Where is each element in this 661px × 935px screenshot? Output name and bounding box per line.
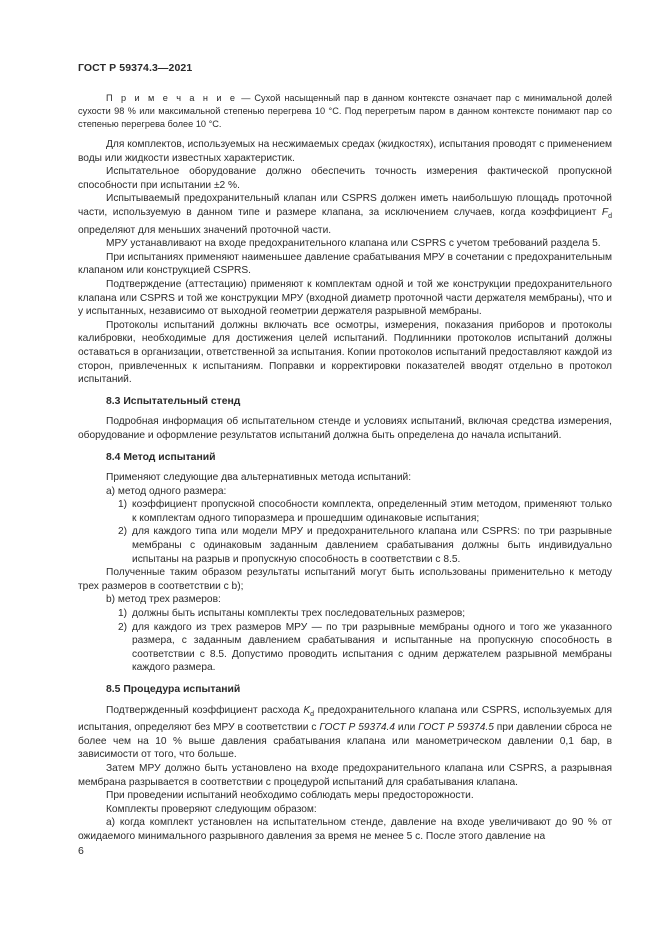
document-body — [78, 92, 612, 844]
subscript-d: d — [310, 710, 315, 718]
paragraph: При проведении испытаний необходимо соблюдать меры предосторожности. — [106, 790, 474, 802]
text-run: Подтвержденный коэффициент расхода — [106, 704, 304, 716]
section-heading-8-3: 8.3 Испытательный стенд — [106, 395, 241, 407]
paragraph: Затем МРУ должно быть установлено на входе предохранительного клапана или CSPRS, а разрывная мембрана разрывается в соответствии с процедурой испытаний для срабатывания клапана. — [78, 763, 612, 788]
list-item — [78, 525, 612, 566]
paragraph: МРУ устанавливают на входе предохранительного клапана или CSPRS с учетом требований раздела 5. — [106, 238, 601, 250]
paragraph: При испытаниях применяют наименьшее давление срабатывания МРУ в сочетании с предохранительным клапаном или конструкцией CSPRS. — [78, 251, 612, 277]
paragraph: Применяют следующие два альтернативных метода испытаний: — [106, 472, 412, 484]
paragraph: Полученные таким образом результаты испытаний могут быть использованы применительно к методу трех размеров в соответствии с b); — [78, 567, 612, 592]
standard-ref: ГОСТ Р 59374.5 — [418, 722, 494, 734]
note-label: П р и м е ч а н и е — [106, 93, 238, 103]
symbol-k: K — [303, 704, 311, 716]
text-run: или — [395, 722, 419, 734]
list-number: 1) — [118, 499, 128, 511]
section-heading-8-5: 8.5 Процедура испытаний — [106, 684, 241, 695]
list-text: коэффициент пропускной способности комплекта, определенный этим методом, применяют только к комплектам одного типоразмера и прошедшим одинаковые испытания; — [132, 499, 612, 524]
paragraph: Подробная информация об испытательном стенде и условиях испытаний, включая средства измерения, оборудование и оформление результатов испытаний должна быть определена до начала испытаний. — [78, 416, 612, 441]
list-text: для каждого из трех размеров МРУ — по три разрывные мембраны одного и того же указанного размера, с заданным давлением срабатывания и испытанные на пропускную способность в соответствии с 8.5. Допустимо проводить испытания с одним держателем разрывной мембраны каждого размера. — [132, 621, 612, 674]
text-run: предохранительного клапана или CSPRS, используемых для испытания, определяют без МРУ в соответствии с — [78, 704, 613, 734]
list-text: для каждого типа или модели МРУ и предохранительного клапана или CSPRS: по три разрывные мембраны с одинаковым заданным давлением срабатывания должны быть индивидуально испытаны на разрыв и пропускную способность в соответствии с 8.5. — [132, 526, 612, 565]
list-item — [78, 607, 612, 621]
paragraph-kd — [78, 704, 612, 762]
paragraph: Протоколы испытаний должны включать все осмотры, измерения, показания приборов и протоколы калибровки, необходимые для достижения целей испытаний. Подлинники протоколов испытаний должны оставаться в организации, ответственной за испытания. Копии протоколов испытаний предоставляют каждой из сторон, привлеченных к испытаниям. Поправки и корректировки показателей вводят отдельно в протокол испытаний. — [78, 319, 612, 386]
symbol-f: F — [601, 206, 609, 218]
section-heading-8-4: 8.4 Метод испытаний — [106, 451, 216, 463]
list-text: должны быть испытаны комплекты трех последовательных размеров; — [132, 608, 466, 620]
list-number: 1) — [118, 608, 128, 620]
text-run: при давлении сброса не более чем на 10 % выше давления срабатывания клапана или манометрическом давлении 0,1 бар, в зависимости от того, что больше. — [78, 722, 612, 761]
list-number: 2) — [118, 526, 128, 538]
list-item — [78, 498, 612, 525]
text-run: определяют для меньших значений проточной части. — [78, 224, 332, 236]
document-header: ГОСТ Р 59374.3—2021 — [78, 62, 193, 74]
subscript-d: d — [608, 213, 612, 220]
paragraph-fd — [78, 192, 612, 237]
paragraph: а) когда комплект установлен на испытательном стенде, давление на входе увеличивают до 90 % от ожидаемого минимального разрывного давления за время не менее 5 с. После этого давление на — [78, 817, 612, 842]
paragraph: Подтверждение (аттестацию) применяют к комплектам одной и той же конструкции предохранительного клапана или CSPRS и той же конструкции МРУ (входной диаметр проточной части держателя мембраны), что и у испытанных, независимо от выходной геометрии держателя разрывной мембраны. — [78, 278, 612, 318]
paragraph: Испытательное оборудование должно обеспечить точность измерения фактической пропускной способности при испытании ±2 %. — [78, 166, 612, 191]
text-run: Испытываемый предохранительный клапан или CSPRS должен иметь наибольшую площадь проточной части, используемую в данном типе и размере клапана, за исключением случаев, когда коэффициент — [78, 193, 612, 218]
paragraph: Комплекты проверяют следующим образом: — [106, 803, 317, 815]
note-paragraph — [78, 92, 612, 131]
list-label-a: а) метод одного размера: — [106, 485, 227, 497]
standard-ref: ГОСТ Р 59374.4 — [319, 722, 396, 734]
paragraph: Для комплектов, используемых на несжимаемых средах (жидкостях), испытания проводят с применением воды или жидкости известных характеристик. — [78, 139, 612, 164]
list-label-b: b) метод трех размеров: — [106, 594, 221, 606]
note-text: — Сухой насыщенный пар в данном контексте означает пар с минимальной долей сухости 98 % или максимальной степенью перегрева 10 °С. Под перегретым паром в данном контексте понимают пар со степенью перегрева более 10 °С. — [78, 93, 612, 129]
page-number: 6 — [78, 845, 84, 857]
list-number: 2) — [118, 621, 128, 633]
list-item — [78, 621, 612, 675]
